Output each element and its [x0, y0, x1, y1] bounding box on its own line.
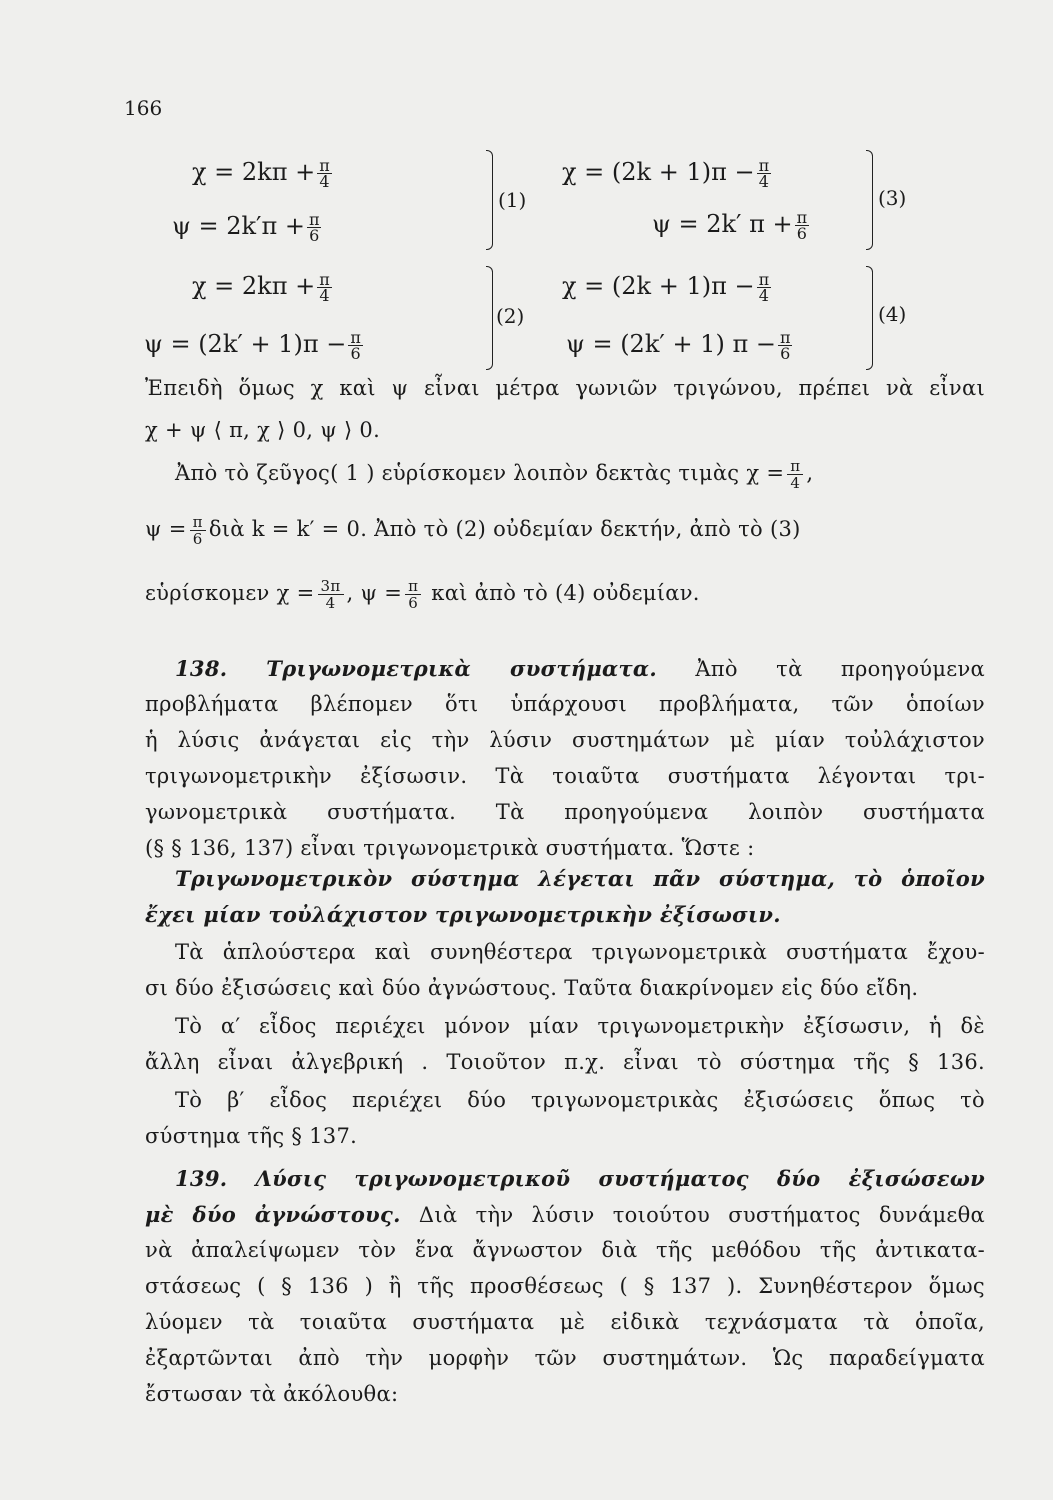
fraction-numerator: π — [758, 156, 770, 175]
text-run: διὰ k = k′ = 0. Ἀπὸ τὸ (2) οὐδεμίαν δεκτήν, ἀπὸ τὸ (3) — [208, 517, 801, 541]
paragraph-line: σι δύο ἐξισώσεις καὶ δύο ἀγνώστους. Ταῦτα διακρίνομεν εἰς δύο εἴδη. — [145, 976, 919, 1000]
fraction-numerator: π — [319, 156, 330, 175]
fraction-numerator: π — [779, 328, 791, 347]
system-2-line-2: ψ = (2k′ + 1)π − — [144, 330, 347, 358]
paragraph-line: σύστημα τῆς § 137. — [145, 1124, 358, 1148]
paragraph-line: ἄλλη εἶναι ἀλγεβρική . Τοιοῦτον π.χ. εἶναι τὸ σύστημα τῆς § 136. — [145, 1050, 985, 1074]
section-139-heading: 139. Λύσις τριγωνομετρικοῦ συστήματος δύο ἐξισώσεων — [175, 1166, 985, 1191]
paragraph-line: ἔστωσαν τὰ ἀκόλουθα: — [145, 1382, 399, 1406]
paragraph-line — [145, 578, 985, 611]
paragraph-line: ἐξαρτῶνται ἀπὸ τὴν μορφὴν τῶν συστημάτων. Ὡς παραδείγματα — [145, 1346, 985, 1370]
text-run: Ἀπὸ τὰ προηγούμενα — [695, 657, 985, 681]
system-3-line-2: ψ = 2k′ π + — [652, 210, 793, 238]
fraction-denominator: 6 — [350, 344, 361, 363]
fraction-denominator: 4 — [319, 286, 330, 305]
system-1-line-2: ψ = 2k′π + — [172, 212, 305, 240]
system-2-line-1: χ = 2kπ + — [192, 272, 316, 300]
fraction-numerator: π — [190, 514, 206, 531]
system-3-label: (3) — [878, 186, 907, 210]
paragraph-line: προβλήματα βλέπομεν ὅτι ὑπάρχουσι προβλήματα, τῶν ὁποίων — [145, 692, 985, 716]
text-run: καὶ ἀπὸ τὸ (4) οὐδεμίαν. — [431, 581, 700, 605]
brace — [486, 150, 493, 250]
paragraph-line: Ἐπειδὴ ὅμως χ καὶ ψ εἶναι μέτρα γωνιῶν τριγώνου, πρέπει νὰ εἶναι — [145, 376, 985, 400]
fraction-denominator: 4 — [758, 172, 769, 191]
fraction-numerator: π — [319, 270, 330, 289]
system-4-label: (4) — [878, 302, 907, 326]
paragraph-line — [175, 458, 995, 491]
brace — [866, 150, 873, 250]
system-4-line-2: ψ = (2k′ + 1) π − — [566, 330, 776, 358]
text-run: εὑρίσκομεν χ = — [145, 581, 315, 605]
system-3-line-1: χ = (2k + 1)π − — [562, 158, 755, 186]
brace — [866, 266, 873, 370]
fraction-denominator: 4 — [758, 286, 769, 305]
fraction-denominator: 4 — [790, 474, 801, 492]
paragraph-line: Τὸ β′ εἶδος περιέχει δύο τριγωνομετρικὰς ἐξισώσεις ὅπως τὸ — [175, 1088, 985, 1112]
paragraph-line: (§ § 136, 137) εἶναι τριγωνομετρικὰ συστήματα. Ὥστε : — [145, 836, 755, 860]
paragraph-line: νὰ ἀπαλείψωμεν τὸν ἕνα ἄγνωστον διὰ τῆς μεθόδου τῆς ἀντικατα- — [145, 1238, 985, 1262]
definition-line: Τριγωνομετρικὸν σύστημα λέγεται πᾶν σύστημα, τὸ ὁποῖον — [175, 866, 985, 891]
system-2-label: (2) — [496, 304, 525, 328]
fraction-numerator: π — [350, 328, 361, 347]
paragraph-line: χ + ψ ⟨ π, χ ⟩ 0, ψ ⟩ 0. — [145, 418, 381, 442]
fraction-numerator: π — [758, 270, 770, 289]
text-run: , ψ = — [346, 581, 403, 605]
page-number: 166 — [124, 96, 163, 120]
paragraph-line: τριγωνομετρικὴν ἐξίσωσιν. Τὰ τοιαῦτα συστήματα λέγονται τρι- — [145, 764, 985, 788]
system-1-label: (1) — [498, 188, 527, 212]
section-139-second-line — [145, 1202, 985, 1227]
fraction-numerator: π — [405, 578, 421, 595]
fraction-denominator: 6 — [309, 226, 320, 245]
fraction-denominator: 6 — [780, 344, 791, 363]
paragraph-line: Τὰ ἁπλούστερα καὶ συνηθέστερα τριγωνομετρικὰ συστήματα ἔχου- — [175, 940, 985, 964]
system-4-line-1: χ = (2k + 1)π − — [562, 272, 755, 300]
system-1-line-1: χ = 2kπ + — [192, 158, 316, 186]
fraction-denominator: 6 — [796, 224, 807, 243]
paragraph-line: Τὸ α′ εἶδος περιέχει μόνον μίαν τριγωνομετρικὴν ἐξίσωσιν, ἡ δὲ — [175, 1014, 985, 1038]
paragraph-line: λύομεν τὰ τοιαῦτα συστήματα μὲ εἰδικὰ τεχνάσματα τὰ ὁποῖα, — [145, 1310, 985, 1334]
paragraph-line: στάσεως ( § 136 ) ἢ τῆς προσθέσεως ( § 137 ). Συνηθέστερον ὅμως — [145, 1274, 985, 1298]
section-139-heading-end: μὲ δύο ἀγνώστους. — [145, 1202, 401, 1227]
fraction-denominator: 4 — [325, 594, 336, 612]
paragraph-line — [145, 514, 985, 547]
text-run: Διὰ τὴν λύσιν τοιούτου συστήματος δυνάμεθα — [418, 1203, 985, 1227]
section-138-heading: 138. Τριγωνομετρικὰ συστήματα. — [175, 656, 658, 681]
fraction-numerator: π — [787, 458, 803, 475]
section-138-first-line — [175, 656, 985, 681]
paragraph-line: ἡ λύσις ἀνάγεται εἰς τὴν λύσιν συστημάτων μὲ μίαν τοὐλάχιστον — [145, 728, 985, 752]
fraction-denominator: 6 — [408, 594, 419, 612]
fraction-denominator: 4 — [319, 172, 330, 191]
text-run: Ἀπὸ τὸ ζεῦγος( 1 ) εὑρίσκομεν λοιπὸν δεκτὰς τιμὰς χ = — [175, 461, 785, 485]
fraction-denominator: 6 — [192, 530, 203, 548]
text-run: ψ = — [145, 517, 187, 541]
definition-line: ἔχει μίαν τοὐλάχιστον τριγωνομετρικὴν ἐξίσωσιν. — [145, 902, 781, 927]
text-run: , — [806, 461, 814, 485]
fraction-numerator: 3π — [318, 578, 344, 595]
paragraph-line: γωνομετρικὰ συστήματα. Τὰ προηγούμενα λοιπὸν συστήματα — [145, 800, 985, 824]
fraction-numerator: π — [796, 208, 808, 227]
brace — [486, 266, 493, 370]
fraction-numerator: π — [308, 210, 320, 229]
